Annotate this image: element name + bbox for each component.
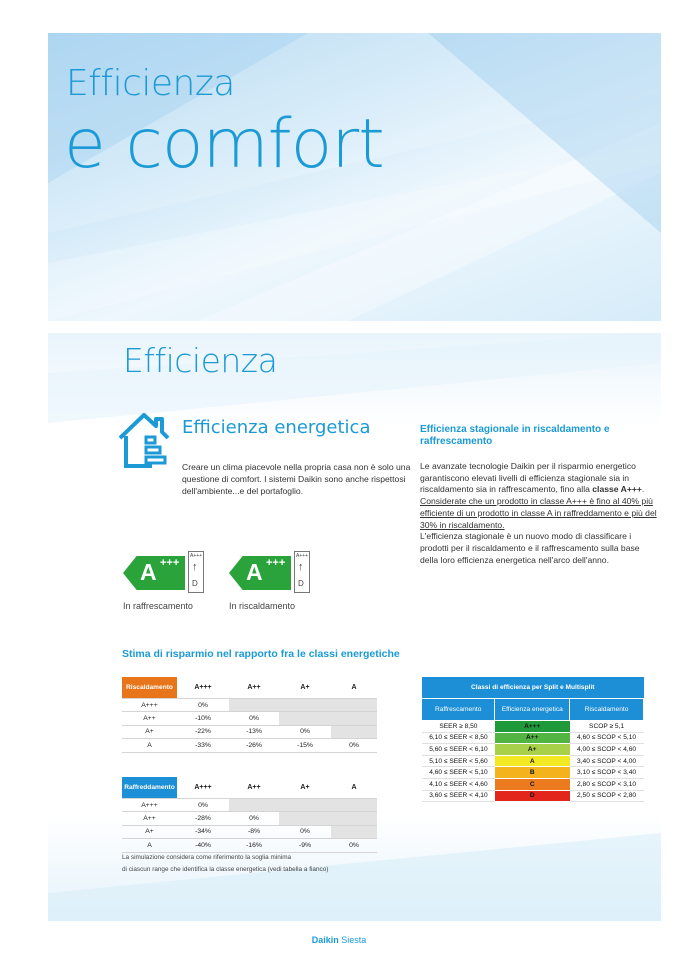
table-row	[122, 725, 377, 738]
table-corner-header: Raffreddamento	[122, 777, 177, 799]
house-efficiency-icon	[116, 411, 174, 469]
table-cell-empty	[331, 699, 377, 712]
hero-title-line2: e comfort	[64, 105, 384, 184]
scop-range: 3,40 ≤ SCOP < 4,00	[570, 755, 644, 767]
energy-class-sup: +++	[160, 557, 180, 569]
row-label: A+++	[122, 799, 177, 812]
table-row	[422, 778, 644, 790]
table-cell-empty	[331, 725, 377, 738]
seer-range: SEER ≥ 8,50	[422, 721, 495, 733]
stagionale-title: Efficienza stagionale in riscaldamento e raffrescamento	[420, 424, 610, 447]
table-corner-header: Riscaldamento	[122, 677, 177, 699]
page-footer	[0, 935, 678, 945]
table-cell: 0%	[279, 725, 331, 738]
energy-scale-box	[294, 551, 310, 593]
seer-range: 3,60 ≤ SEER < 4,10	[422, 790, 495, 802]
energy-class-cell: A+	[495, 744, 570, 756]
table-row	[422, 755, 644, 767]
stagionale-text	[420, 461, 660, 566]
table-cell: 0%	[229, 712, 279, 725]
scop-range: 3,10 ≤ SCOP < 3,40	[570, 767, 644, 779]
content-panel	[48, 333, 661, 921]
simulation-note-line2: di ciascun range che identifica la classe energetica (vedi tabella a fianco)	[122, 866, 329, 873]
stagionale-p1-b: .	[641, 484, 645, 495]
energy-label-riscaldamento	[229, 551, 315, 611]
scale-top-tag: A+++	[296, 553, 309, 559]
energy-label-raffrescamento	[123, 551, 209, 611]
energy-class-letter: A	[246, 559, 263, 585]
table-row	[122, 825, 377, 838]
table-cell-empty	[229, 799, 279, 812]
table-cell: -10%	[177, 712, 229, 725]
seer-range: 4,10 ≤ SEER < 4,60	[422, 778, 495, 790]
stagionale-p1-underline: Considerate che un prodotto in classe A+++ è fino al 40% più efficiente di un prodotto in classe A in raffreddamento e più del 30% in riscaldamento.	[420, 496, 657, 530]
scop-range: 4,00 ≤ SCOP < 4,60	[570, 744, 644, 756]
column-header: A+++	[177, 677, 229, 699]
classi-efficienza-table	[422, 677, 644, 802]
column-header: A++	[229, 677, 279, 699]
table-row	[422, 790, 644, 802]
table-cell: 0%	[331, 739, 377, 752]
seer-range: 4,60 ≤ SEER < 5,10	[422, 767, 495, 779]
table-cell: -13%	[229, 725, 279, 738]
table-row	[422, 732, 644, 744]
table-cell-empty	[279, 799, 331, 812]
table-cell: 0%	[229, 812, 279, 825]
energy-scale-box	[188, 551, 204, 593]
seer-range: 5,10 ≤ SEER < 5,60	[422, 755, 495, 767]
scop-range: SCOP ≥ 5,1	[570, 721, 644, 733]
stagionale-p1-a: Le avanzate tecnologie Daikin per il risparmio energetico garantiscono elevati livelli di efficienza stagionale sia in riscaldamento sia in raffrescamento, fino alla	[420, 461, 636, 495]
row-label: A+	[122, 825, 177, 838]
table-cell: -15%	[279, 739, 331, 752]
table-row	[122, 712, 377, 725]
raffreddamento-savings-table	[122, 777, 377, 853]
table-cell-empty	[331, 825, 377, 838]
row-label: A+	[122, 725, 177, 738]
table-row	[122, 839, 377, 852]
stima-risparmio-title: Stima di risparmio nel rapporto fra le classi energetiche	[122, 648, 400, 660]
energy-class-cell: C	[495, 778, 570, 790]
table-row	[422, 744, 644, 756]
table-row	[122, 699, 377, 712]
table-cell: 0%	[177, 799, 229, 812]
classi-table-title: Classi di efficienza per Split e Multisplit	[422, 677, 644, 699]
hero-banner	[48, 33, 661, 321]
column-header: Raffrescamento	[422, 699, 495, 721]
table-row	[122, 812, 377, 825]
table-cell: -28%	[177, 812, 229, 825]
row-label: A	[122, 839, 177, 852]
table-cell: -16%	[229, 839, 279, 852]
energy-class-cell: B	[495, 767, 570, 779]
table-cell-empty	[279, 712, 331, 725]
hero-title-line1: Efficienza	[66, 63, 235, 104]
arrow-up-icon: ↑	[192, 561, 198, 573]
table-cell: -34%	[177, 825, 229, 838]
energy-label-caption: In raffrescamento	[123, 601, 193, 611]
seer-range: 6,10 ≤ SEER < 8,50	[422, 732, 495, 744]
energy-class-cell: A++	[495, 732, 570, 744]
column-header: A+++	[177, 777, 229, 799]
column-header: A+	[279, 677, 331, 699]
column-header: Efficienza energetica	[495, 699, 570, 721]
simulation-note-line1: La simulazione considera come riferimento la soglia minima	[122, 854, 292, 861]
table-cell-empty	[331, 712, 377, 725]
table-cell: -9%	[279, 839, 331, 852]
arrow-up-icon: ↑	[298, 561, 304, 573]
table-row	[122, 739, 377, 752]
table-cell: -33%	[177, 739, 229, 752]
row-label: A++	[122, 812, 177, 825]
scale-bottom-tag: D	[298, 579, 304, 588]
efficienza-energetica-title: Efficienza energetica	[182, 417, 371, 438]
energy-class-cell: A	[495, 755, 570, 767]
table-cell: -40%	[177, 839, 229, 852]
table-cell-empty	[279, 699, 331, 712]
row-label: A++	[122, 712, 177, 725]
footer-brand: Daikin	[311, 935, 339, 945]
column-header: A	[331, 677, 377, 699]
simulation-note	[122, 852, 328, 876]
energy-class-letter: A	[140, 559, 157, 585]
table-cell-empty	[229, 699, 279, 712]
footer-product: Siesta	[341, 935, 367, 945]
energy-class-sup: +++	[266, 557, 286, 569]
table-cell: 0%	[331, 839, 377, 852]
table-cell: -26%	[229, 739, 279, 752]
scop-range: 2,50 ≤ SCOP < 2,80	[570, 790, 644, 802]
scop-range: 2,80 ≤ SCOP < 3,10	[570, 778, 644, 790]
table-cell-empty	[279, 812, 331, 825]
scop-range: 4,60 ≤ SCOP < 5,10	[570, 732, 644, 744]
stagionale-p1-bold: classe A+++	[592, 484, 642, 495]
table-cell-empty	[331, 812, 377, 825]
column-header: A	[331, 777, 377, 799]
row-label: A+++	[122, 699, 177, 712]
table-row	[122, 799, 377, 812]
column-header: Riscaldamento	[570, 699, 644, 721]
section-title: Efficienza	[123, 341, 278, 380]
table-cell: -8%	[229, 825, 279, 838]
energy-class-cell: D	[495, 790, 570, 802]
energy-class-cell: A+++	[495, 721, 570, 733]
riscaldamento-savings-table	[122, 677, 377, 753]
energy-label-caption: In riscaldamento	[229, 601, 296, 611]
table-cell: 0%	[177, 699, 229, 712]
row-label: A	[122, 739, 177, 752]
scale-top-tag: A+++	[190, 553, 203, 559]
seer-range: 5,60 ≤ SEER < 6,10	[422, 744, 495, 756]
table-cell: 0%	[279, 825, 331, 838]
table-cell-empty	[331, 799, 377, 812]
efficienza-energetica-text: Creare un clima piacevole nella propria casa non è solo una questione di comfort. I sistemi Daikin sono anche rispettosi dell'ambiente...e del portafoglio.	[182, 462, 411, 496]
column-header: A+	[279, 777, 331, 799]
table-row	[422, 721, 644, 733]
table-row	[422, 767, 644, 779]
stagionale-p2: L'efficienza stagionale è un nuovo modo di classificare i prodotti per il riscaldamento e il raffrescamento sulla base della loro efficienza energetica nell'arco dell'anno.	[420, 531, 640, 565]
column-header: A++	[229, 777, 279, 799]
table-cell: -22%	[177, 725, 229, 738]
scale-bottom-tag: D	[192, 579, 198, 588]
